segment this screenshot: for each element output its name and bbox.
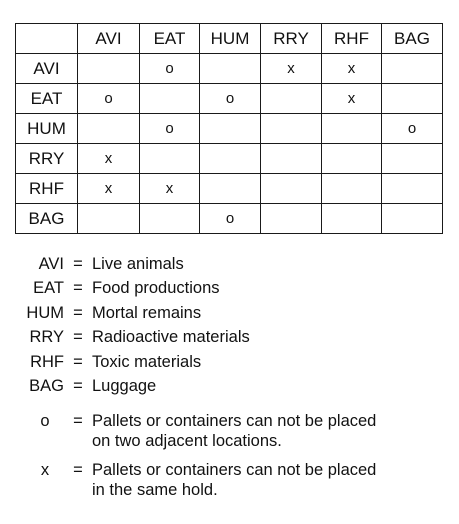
legend-description: Toxic materials bbox=[92, 352, 202, 371]
legend-code: BAG bbox=[29, 377, 64, 396]
column-header-rhf: RHF bbox=[322, 24, 382, 54]
column-header-bag: BAG bbox=[382, 24, 443, 54]
matrix-cell: x bbox=[261, 54, 322, 84]
legend-description: Luggage bbox=[92, 377, 157, 396]
matrix-cell bbox=[382, 84, 443, 114]
matrix-cell bbox=[261, 204, 322, 234]
matrix-row-avi bbox=[16, 54, 443, 84]
matrix-cell bbox=[382, 144, 443, 174]
matrix-row-rhf bbox=[16, 174, 443, 204]
matrix-cell: o bbox=[140, 114, 200, 144]
legend-description: Radioactive materials bbox=[92, 328, 250, 347]
matrix-cell bbox=[322, 144, 382, 174]
legend-equals: = bbox=[73, 255, 83, 273]
matrix-cell bbox=[322, 204, 382, 234]
legend-code: RRY bbox=[29, 328, 64, 347]
matrix-cell bbox=[261, 144, 322, 174]
note-line: in the same hold. bbox=[92, 481, 218, 499]
matrix-cell bbox=[261, 84, 322, 114]
matrix-cell bbox=[78, 204, 140, 234]
legend-equals: = bbox=[73, 328, 83, 347]
segregation-matrix bbox=[15, 23, 443, 234]
matrix-cell bbox=[200, 54, 261, 84]
row-header: BAG bbox=[16, 204, 78, 234]
matrix-corner-cell bbox=[16, 24, 78, 54]
legend-equals: = bbox=[73, 303, 83, 322]
matrix-cell: x bbox=[322, 84, 382, 114]
note-description bbox=[92, 460, 448, 500]
matrix-cell bbox=[78, 114, 140, 144]
legend-equals: = bbox=[73, 279, 83, 298]
matrix-cell bbox=[261, 174, 322, 204]
matrix-cell: x bbox=[322, 54, 382, 84]
column-header-eat: EAT bbox=[140, 24, 200, 54]
legend-item bbox=[20, 374, 445, 398]
legend-item bbox=[20, 252, 445, 276]
note-line: on two adjacent locations. bbox=[92, 432, 282, 450]
legend-code: EAT bbox=[33, 279, 64, 298]
note-symbol: o bbox=[40, 412, 50, 430]
legend-equals: = bbox=[73, 352, 83, 371]
matrix-cell bbox=[140, 144, 200, 174]
matrix-header-row bbox=[16, 24, 443, 54]
matrix-cell: x bbox=[78, 174, 140, 204]
matrix-cell bbox=[200, 174, 261, 204]
legend-item bbox=[20, 301, 445, 325]
note-description bbox=[92, 411, 448, 451]
legend-item bbox=[20, 325, 445, 349]
legend-code: HUM bbox=[26, 303, 64, 322]
row-header: RRY bbox=[16, 144, 78, 174]
legend-code: AVI bbox=[38, 255, 64, 273]
column-header-rry: RRY bbox=[261, 24, 322, 54]
legend-equals: = bbox=[73, 377, 83, 396]
matrix-cell bbox=[261, 114, 322, 144]
code-legend bbox=[20, 252, 445, 398]
matrix-cell bbox=[140, 84, 200, 114]
note-line: Pallets or containers can not be placed bbox=[92, 412, 377, 430]
legend-item bbox=[20, 276, 445, 300]
note-equals: = bbox=[73, 412, 83, 430]
matrix-cell: o bbox=[78, 84, 140, 114]
matrix-cell bbox=[382, 204, 443, 234]
matrix-cell bbox=[322, 174, 382, 204]
matrix-cell bbox=[200, 144, 261, 174]
column-header-avi: AVI bbox=[78, 24, 140, 54]
row-header: AVI bbox=[16, 54, 78, 84]
matrix-cell bbox=[382, 174, 443, 204]
matrix-row-hum bbox=[16, 114, 443, 144]
symbol-notes bbox=[20, 411, 448, 509]
matrix-row-bag bbox=[16, 204, 443, 234]
matrix-cell bbox=[140, 204, 200, 234]
matrix-row-eat bbox=[16, 84, 443, 114]
legend-description: Mortal remains bbox=[92, 303, 202, 322]
matrix-cell: x bbox=[78, 144, 140, 174]
note-equals: = bbox=[73, 461, 83, 479]
column-header-hum: HUM bbox=[200, 24, 261, 54]
matrix-cell: o bbox=[200, 204, 261, 234]
legend-item bbox=[20, 350, 445, 374]
matrix-cell bbox=[78, 54, 140, 84]
note-line: Pallets or containers can not be placed bbox=[92, 461, 377, 479]
row-header: HUM bbox=[16, 114, 78, 144]
note-item bbox=[20, 460, 448, 500]
legend-code: RHF bbox=[30, 352, 64, 371]
matrix-cell: o bbox=[200, 84, 261, 114]
matrix-cell: o bbox=[382, 114, 443, 144]
matrix-cell bbox=[322, 114, 382, 144]
legend-description: Live animals bbox=[92, 255, 184, 273]
matrix-cell bbox=[382, 54, 443, 84]
row-header: EAT bbox=[16, 84, 78, 114]
legend-description: Food productions bbox=[92, 279, 220, 298]
matrix-cell: x bbox=[140, 174, 200, 204]
note-symbol: x bbox=[40, 461, 50, 479]
row-header: RHF bbox=[16, 174, 78, 204]
matrix-row-rry bbox=[16, 144, 443, 174]
matrix-cell bbox=[200, 114, 261, 144]
matrix-cell: o bbox=[140, 54, 200, 84]
note-item bbox=[20, 411, 448, 451]
